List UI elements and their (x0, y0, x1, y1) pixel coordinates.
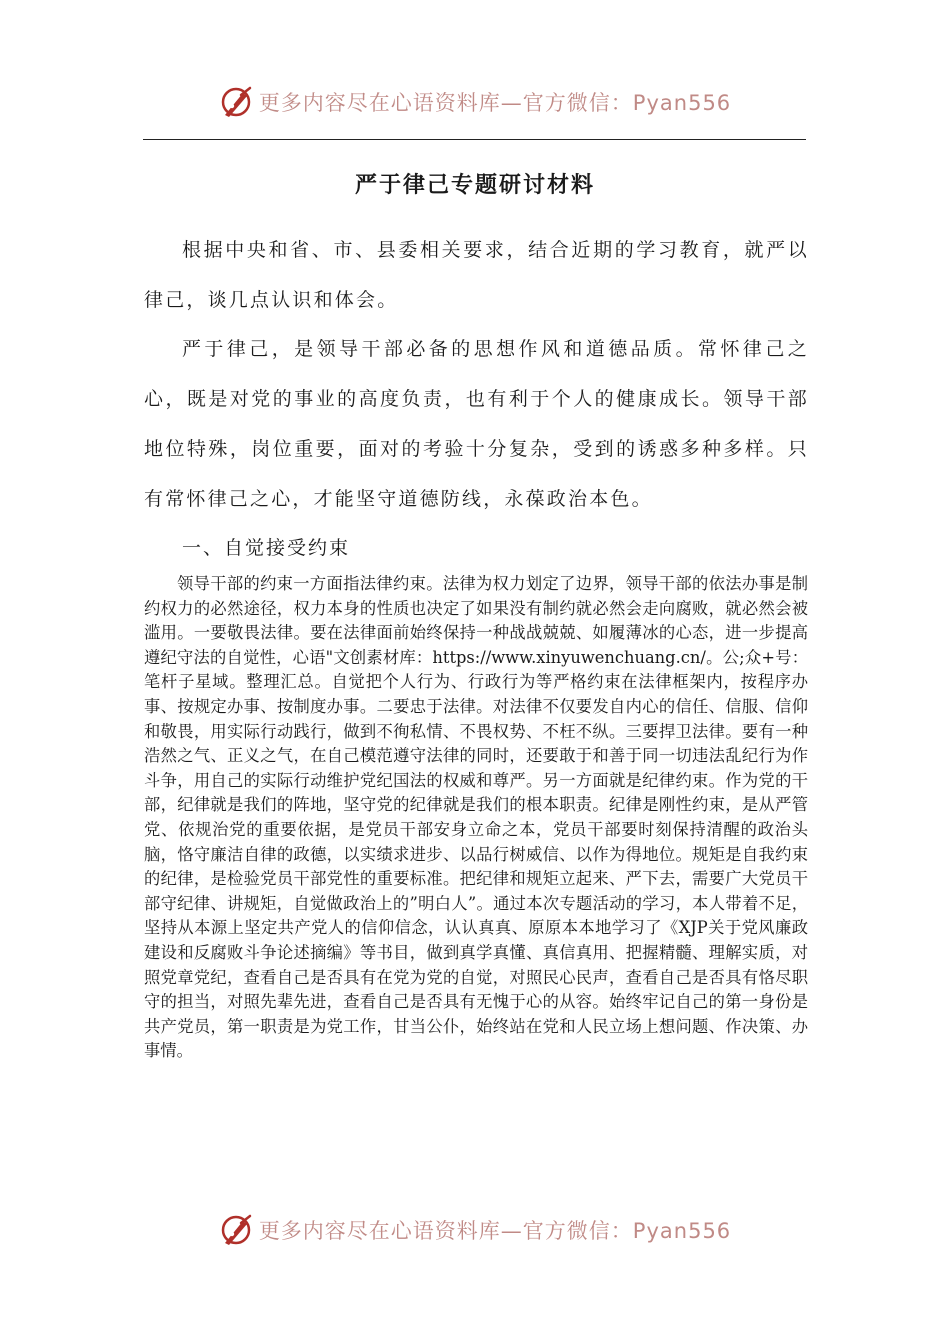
watermark-text: 更多内容尽在心语资料库—官方微信：Pyan556 (258, 91, 732, 115)
header-watermark (0, 82, 950, 122)
header-divider (143, 139, 806, 140)
body-paragraph: 严于律己，是领导干部必备的思想作风和道德品质。常怀律己之心，既是对党的事业的高度负责，也有利于个人的健康成长。领导干部地位特殊，岗位重要，面对的考验十分复杂，受到的诱惑多种多样。只有常怀律己之心，才能坚守道德防线，永葆政治本色。 (144, 338, 809, 510)
watermark-text: 更多内容尽在心语资料库—官方微信：Pyan556 (258, 1219, 732, 1243)
section-heading: 一、自觉接受约束 (182, 537, 351, 559)
document-title: 严于律己专题研讨材料 (354, 173, 595, 198)
intro-paragraph: 根据中央和省、市、县委相关要求，结合近期的学习教育，就严以律己，谈几点认识和体会。 (144, 239, 809, 311)
pen-logo-icon (219, 85, 253, 119)
pen-logo-icon (219, 1213, 253, 1247)
section-body-paragraph: 领导干部的约束一方面指法律约束。法律为权力划定了边界，领导干部的依法办事是制约权力的必然途径，权力本身的性质也决定了如果没有制约就必然会走向腐败，就必然会被滥用。一要敬畏法律。要在法律面前始终保持一种战战兢兢、如履薄冰的心态，进一步提高遵纪守法的自觉性，心语"文创素材库：https://www.xinyuwenchuang.cn/。公;众+号：笔杆子星域。整理汇总。自觉把个人行为、行政行为等严格约束在法律框架内，按程序办事、按规定办事、按制度办事。二要忠于法律。对法律不仅要发自内心的信任、信服、信仰和敬畏，用实际行动践行，做到不徇私情、不畏权势、不枉不纵。三要捍卫法律。要有一种浩然之气、正义之气，在自己模范遵守法律的同时，还要敢于和善于同一切违法乱纪行为作斗争，用自己的实际行动维护党纪国法的权威和尊严。另一方面就是纪律约束。作为党的干部，纪律就是我们的阵地，坚守党的纪律就是我们的根本职责。纪律是刚性约束，是从严管党、依规治党的重要依据，是党员干部安身立命之本，党员干部要时刻保持清醒的政治头脑，恪守廉洁自律的政德，以实绩求进步、以品行树威信、以作为得地位。规矩是自我约束的纪律，是检验党员干部党性的重要标准。把纪律和规矩立起来、严下去，需要广大党员干部守纪律、讲规矩，自觉做政治上的”明白人”。通过本次专题活动的学习，本人带着不足，坚持从本源上坚定共产党人的信仰信念，认认真真、原原本本地学习了《XJP关于党风廉政建设和反腐败斗争论述摘编》等书目，做到真学真懂、真信真用、把握精髓、理解实质，对照党章党纪，查看自己是否具有在党为党的自觉，对照民心民声，查看自己是否具有恪尽职守的担当，对照先辈先进，查看自己是否具有无愧于心的从容。始终牢记自己的第一身份是共产党员，第一职责是为党工作，甘当公仆，始终站在党和人民立场上想问题、作决策、办事情。 (144, 574, 808, 1061)
footer-watermark (0, 1210, 950, 1250)
